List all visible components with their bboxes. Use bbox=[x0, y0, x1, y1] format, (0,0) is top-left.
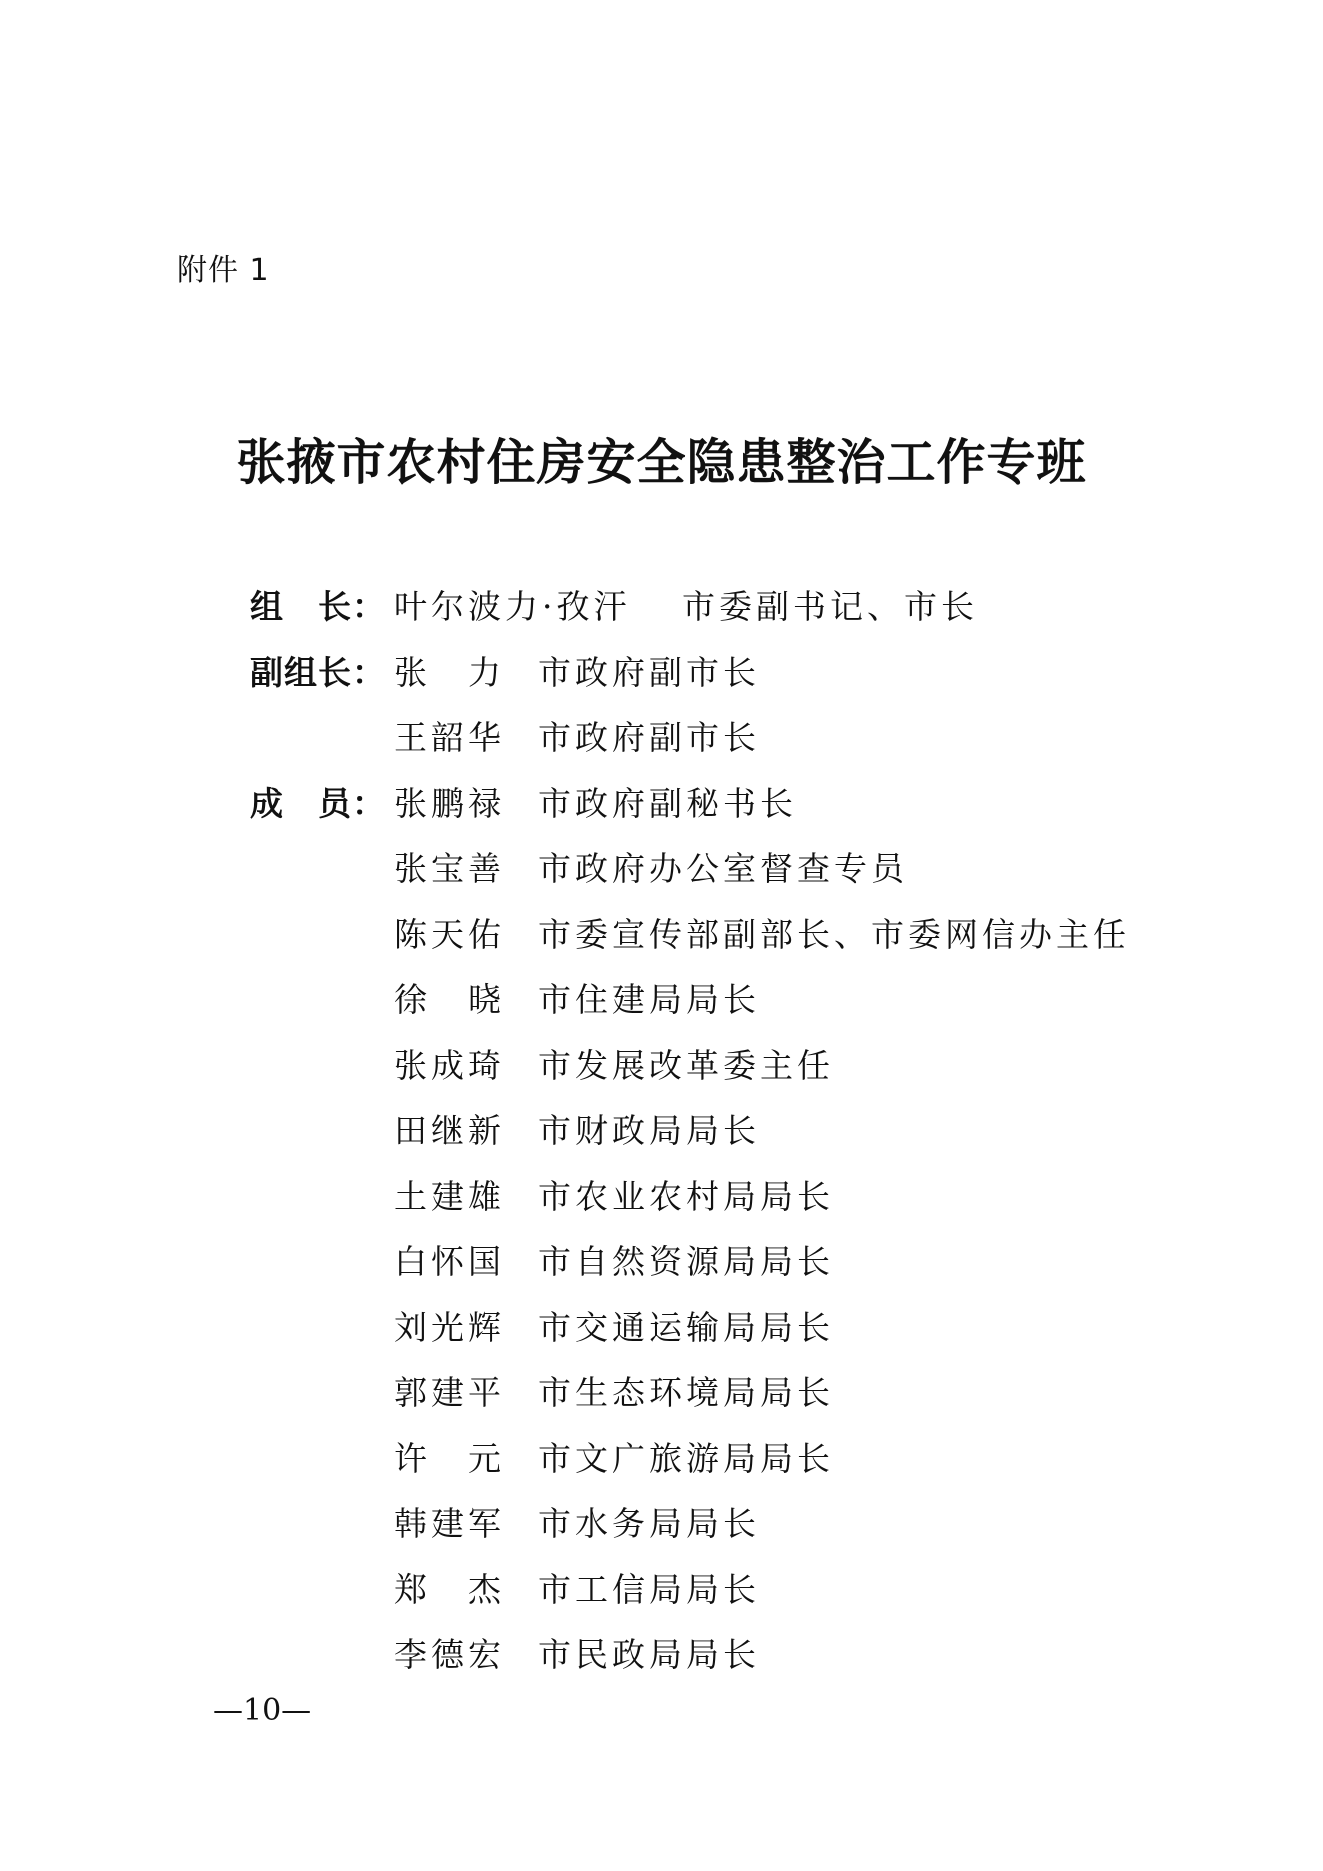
member-position: 市发展改革委主任 bbox=[538, 1045, 834, 1085]
roster-row-member bbox=[250, 1031, 1250, 1097]
document-title: 张掖市农村住房安全隐患整治工作专班 bbox=[236, 433, 1087, 491]
member-position: 市政府副市长 bbox=[538, 718, 760, 758]
member-name: 张宝善 bbox=[394, 849, 505, 889]
member-name: 王韶华 bbox=[394, 718, 505, 758]
page-number: —10— bbox=[213, 1693, 312, 1728]
member-position: 市工信局局长 bbox=[538, 1569, 760, 1609]
member-position: 市农业农村局局长 bbox=[538, 1176, 834, 1216]
member-name: 张鹏禄 bbox=[394, 783, 505, 823]
member-name: 田继新 bbox=[394, 1111, 505, 1151]
roster-row-leader bbox=[250, 572, 1250, 638]
member-name: 郑 杰 bbox=[394, 1569, 505, 1609]
member-position: 市政府副市长 bbox=[538, 652, 760, 692]
role-label-leader: 组 长： bbox=[250, 587, 386, 627]
member-name: 韩建军 bbox=[394, 1504, 505, 1544]
member-position: 市生态环境局局长 bbox=[538, 1373, 834, 1413]
member-name: 陈天佑 bbox=[394, 914, 505, 954]
member-name: 张成琦 bbox=[394, 1045, 505, 1085]
member-name: 郭建平 bbox=[394, 1373, 505, 1413]
member-position: 市民政局局长 bbox=[538, 1635, 760, 1675]
member-name: 土建雄 bbox=[394, 1176, 505, 1216]
member-position: 市委宣传部副部长、市委网信办主任 bbox=[538, 914, 1130, 954]
roster-row-member bbox=[250, 1227, 1250, 1293]
roster-row-member bbox=[250, 834, 1250, 900]
member-position: 市交通运输局局长 bbox=[538, 1307, 834, 1347]
member-name: 白怀国 bbox=[394, 1242, 505, 1282]
roster-row-member bbox=[250, 1293, 1250, 1359]
roster-row-member bbox=[250, 1096, 1250, 1162]
member-name: 叶尔波力·孜汗 bbox=[394, 587, 631, 627]
member-position: 市委副书记、市长 bbox=[682, 587, 978, 627]
roster-row-member bbox=[250, 1489, 1250, 1555]
roster-row-member bbox=[250, 1424, 1250, 1490]
member-position: 市政府副秘书长 bbox=[538, 783, 797, 823]
member-position: 市文广旅游局局长 bbox=[538, 1438, 834, 1478]
role-label-deputy: 副组长： bbox=[250, 652, 386, 692]
member-position: 市住建局局长 bbox=[538, 980, 760, 1020]
roster-row-member bbox=[250, 1620, 1250, 1686]
member-name: 李德宏 bbox=[394, 1635, 505, 1675]
roster-list bbox=[250, 572, 1250, 1686]
roster-row-member bbox=[250, 1358, 1250, 1424]
role-label-members: 成 员： bbox=[250, 783, 386, 823]
member-name: 许 元 bbox=[394, 1438, 505, 1478]
member-position: 市财政局局长 bbox=[538, 1111, 760, 1151]
roster-row-member bbox=[250, 769, 1250, 835]
member-name: 徐 晓 bbox=[394, 980, 505, 1020]
member-position: 市水务局局长 bbox=[538, 1504, 760, 1544]
member-name: 张 力 bbox=[394, 652, 505, 692]
roster-row-member bbox=[250, 1555, 1250, 1621]
roster-row-member bbox=[250, 1162, 1250, 1228]
member-position: 市政府办公室督查专员 bbox=[538, 849, 908, 889]
attachment-label: 附件 1 bbox=[177, 253, 270, 288]
roster-row-deputy bbox=[250, 703, 1250, 769]
member-position: 市自然资源局局长 bbox=[538, 1242, 834, 1282]
member-name: 刘光辉 bbox=[394, 1307, 505, 1347]
roster-row-deputy bbox=[250, 638, 1250, 704]
roster-row-member bbox=[250, 900, 1250, 966]
roster-row-member bbox=[250, 965, 1250, 1031]
